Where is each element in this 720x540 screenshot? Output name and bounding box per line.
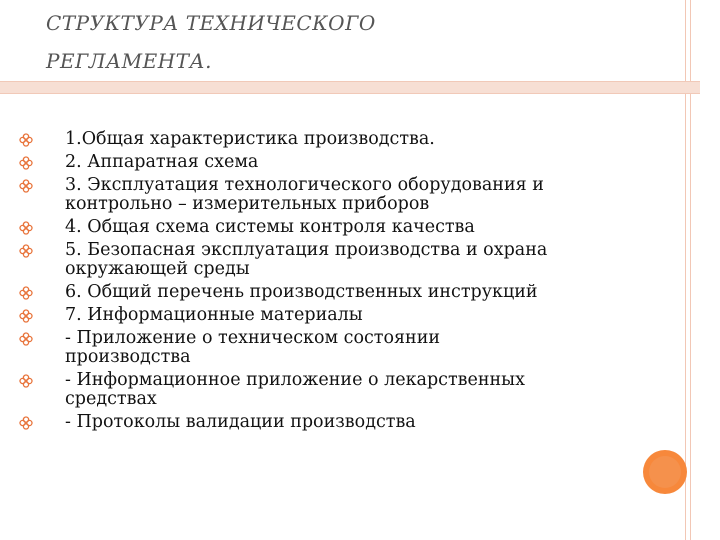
bullet-list: [18, 130, 658, 436]
slide-title: [46, 4, 646, 80]
list-item-text: - Информационное приложение о лекарственных: [65, 370, 525, 390]
flower-quatrefoil-icon: [18, 218, 34, 237]
list-item-text: средствах: [65, 389, 157, 409]
flower-quatrefoil-icon: [18, 241, 34, 260]
decorative-orange-circle: [643, 450, 687, 494]
flower-quatrefoil-icon: [18, 413, 34, 432]
flower-quatrefoil-icon: [18, 329, 34, 348]
title-underline-band: [0, 82, 700, 93]
list-item: [18, 329, 658, 367]
list-item-text: - Приложение о техническом состоянии: [65, 328, 441, 348]
list-item: [18, 176, 658, 214]
list-item-text: 2. Аппаратная схема: [65, 152, 259, 172]
list-item-text: 5. Безопасная эксплуатация производства и охрана: [65, 240, 548, 260]
list-item-text: 6. Общий перечень производственных инструкций: [65, 282, 538, 302]
list-item-text: окружающей среды: [65, 259, 250, 279]
list-item: [18, 371, 658, 409]
slide-title-line: РЕГЛАМЕНТА.: [46, 49, 212, 73]
flower-quatrefoil-icon: [18, 283, 34, 302]
list-item: [18, 153, 658, 172]
list-item-text: 3. Эксплуатация технологического оборудования и: [65, 175, 544, 195]
slide-title-line: СТРУКТУРА ТЕХНИЧЕСКОГО: [46, 11, 376, 35]
list-item: [18, 306, 658, 325]
list-item: [18, 218, 658, 237]
flower-quatrefoil-icon: [18, 153, 34, 172]
flower-quatrefoil-icon: [18, 306, 34, 325]
list-item: [18, 130, 658, 149]
list-item: [18, 413, 658, 432]
list-item-text: контрольно – измерительных приборов: [65, 194, 430, 214]
list-item-text: производства: [65, 347, 191, 367]
list-item-text: - Протоколы валидации производства: [65, 412, 416, 432]
list-item: [18, 283, 658, 302]
list-item: [18, 241, 658, 279]
flower-quatrefoil-icon: [18, 371, 34, 390]
flower-quatrefoil-icon: [18, 176, 34, 195]
list-item-text: 4. Общая схема системы контроля качества: [65, 217, 475, 237]
flower-quatrefoil-icon: [18, 130, 34, 149]
list-item-text: 1.Общая характеристика производства.: [65, 129, 435, 149]
list-item-text: 7. Информационные материалы: [65, 305, 363, 325]
